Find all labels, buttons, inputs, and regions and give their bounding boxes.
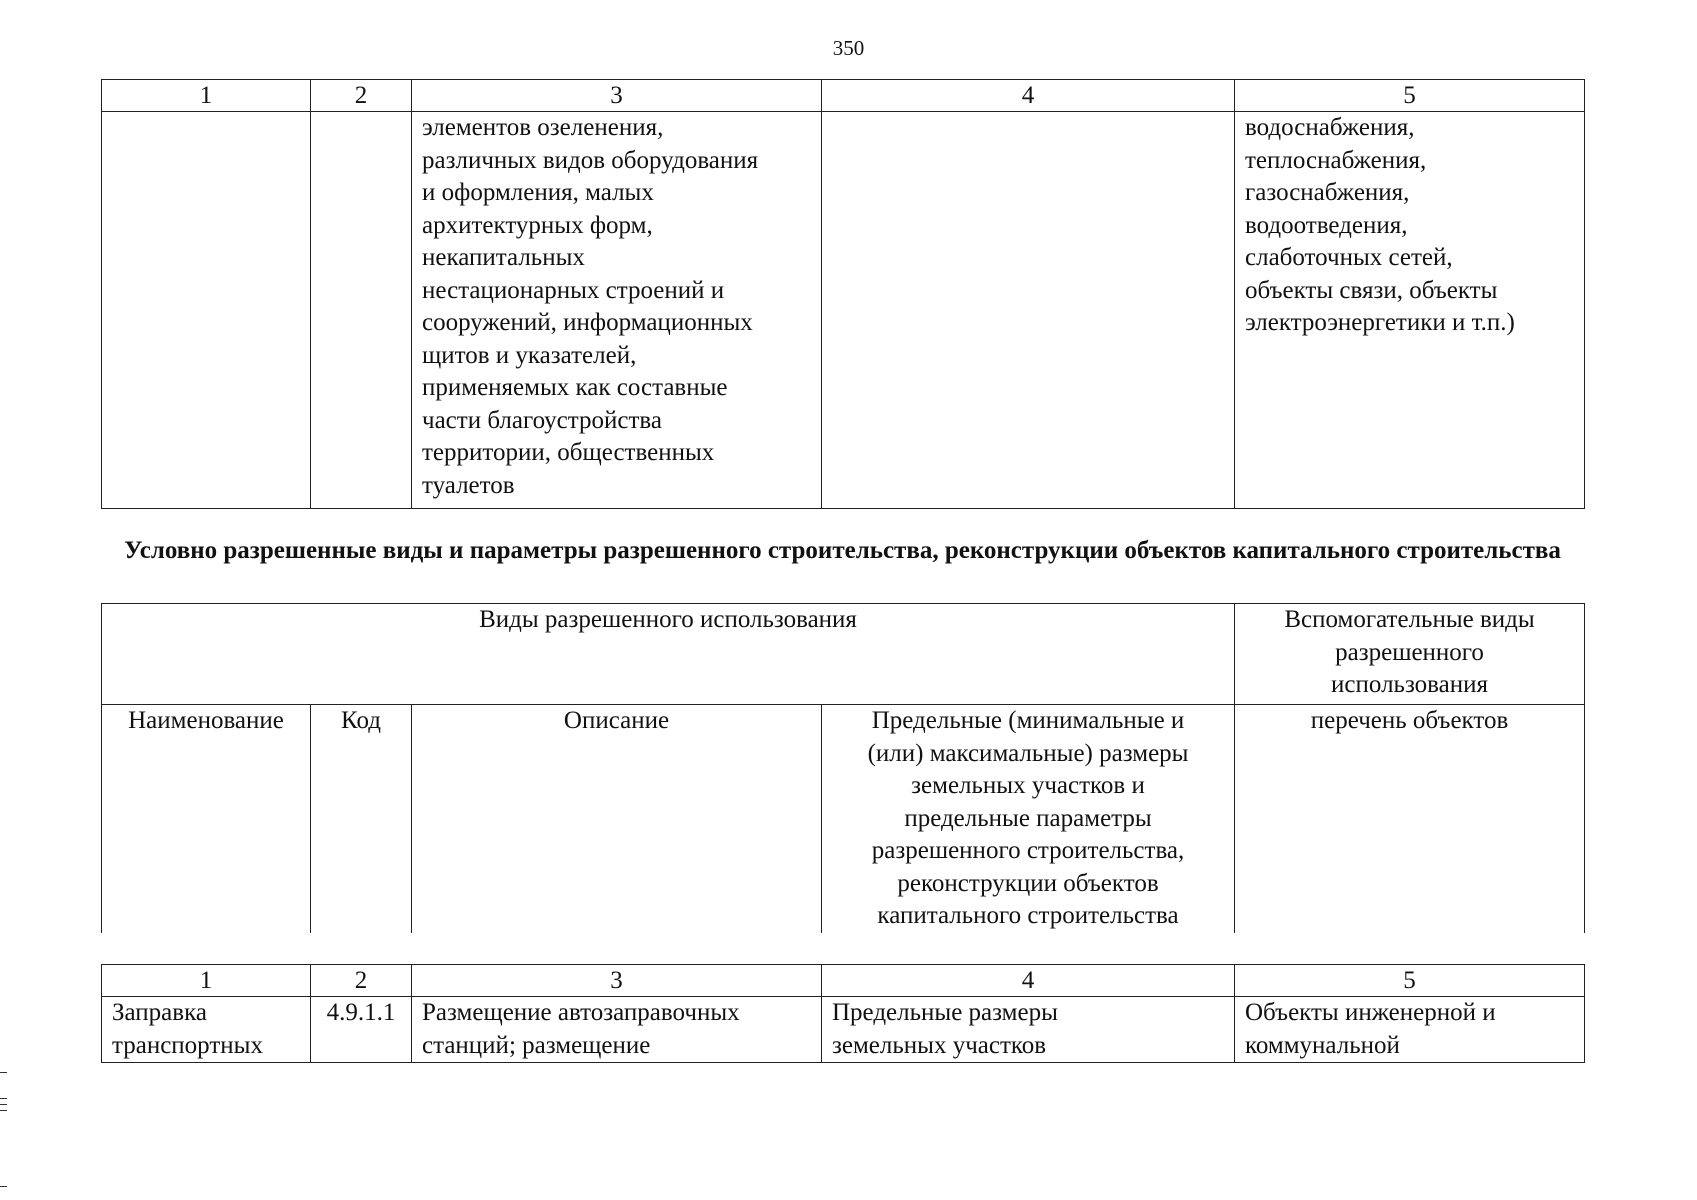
scan-margin-mark (0, 1072, 7, 1073)
column-number-3: 3 (412, 965, 822, 997)
cell-description: элементов озеленения, различных видов оборудования и оформления, малых архитектурных форм, некапитальных нестационарных строений и сооружений, информационных щитов и указателей, применяемых как составные части благоустройства территории, общественных туалетов (412, 112, 822, 509)
data-table (101, 964, 1585, 1063)
cell-name: Заправка транспортных (102, 997, 311, 1063)
column-number-4: 4 (822, 965, 1235, 997)
cell-objects: Объекты инженерной и коммунальной (1235, 997, 1585, 1063)
table-row (102, 997, 1585, 1063)
scan-margin-mark (0, 1104, 7, 1105)
header-code: Код (311, 705, 412, 934)
column-number-row (102, 80, 1585, 112)
column-number-row (102, 965, 1585, 997)
header-objects: перечень объектов (1235, 705, 1585, 934)
cell-name (102, 112, 311, 509)
column-number-3: 3 (412, 80, 822, 112)
group-header-uses: Виды разрешенного использования (102, 604, 1235, 705)
table-row (102, 112, 1585, 509)
header-description: Описание (412, 705, 822, 934)
column-number-4: 4 (822, 80, 1235, 112)
header-name: Наименование (102, 705, 311, 934)
aux-uses-header: Вспомогательные виды разрешенного использования (1235, 604, 1585, 705)
header-table (101, 603, 1585, 933)
continuation-table (101, 79, 1585, 509)
cell-limits (822, 112, 1235, 509)
cell-objects: водоснабжения, теплоснабжения, газоснабжения, водоотведения, слаботочных сетей, объекты связи, объекты электроэнергетики и т.п.) (1235, 112, 1585, 509)
column-header-row (102, 705, 1585, 934)
cell-code: 4.9.1.1 (311, 997, 412, 1063)
cell-limits: Предельные размеры земельных участков (822, 997, 1235, 1063)
scan-margin-mark (0, 1186, 7, 1187)
section-title: Условно разрешенные виды и параметры разрешенного строительства, реконструкции объектов капитального строительства (124, 537, 1561, 564)
column-number-5: 5 (1235, 965, 1585, 997)
scan-margin-mark (0, 1110, 7, 1111)
column-number-1: 1 (102, 965, 311, 997)
column-number-2: 2 (311, 965, 412, 997)
column-number-2: 2 (311, 80, 412, 112)
column-number-1: 1 (102, 80, 311, 112)
header-limits: Предельные (минимальные и (или) максимальные) размеры земельных участков и предельные параметры разрешенного строительства, реконструкции объектов капитального строительства (822, 705, 1235, 934)
page-number: 350 (832, 36, 865, 60)
column-number-5: 5 (1235, 80, 1585, 112)
cell-description: Размещение автозаправочных станций; размещение (412, 997, 822, 1063)
group-header-row (102, 604, 1585, 705)
scan-margin-mark (0, 1098, 7, 1099)
cell-code (311, 112, 412, 509)
